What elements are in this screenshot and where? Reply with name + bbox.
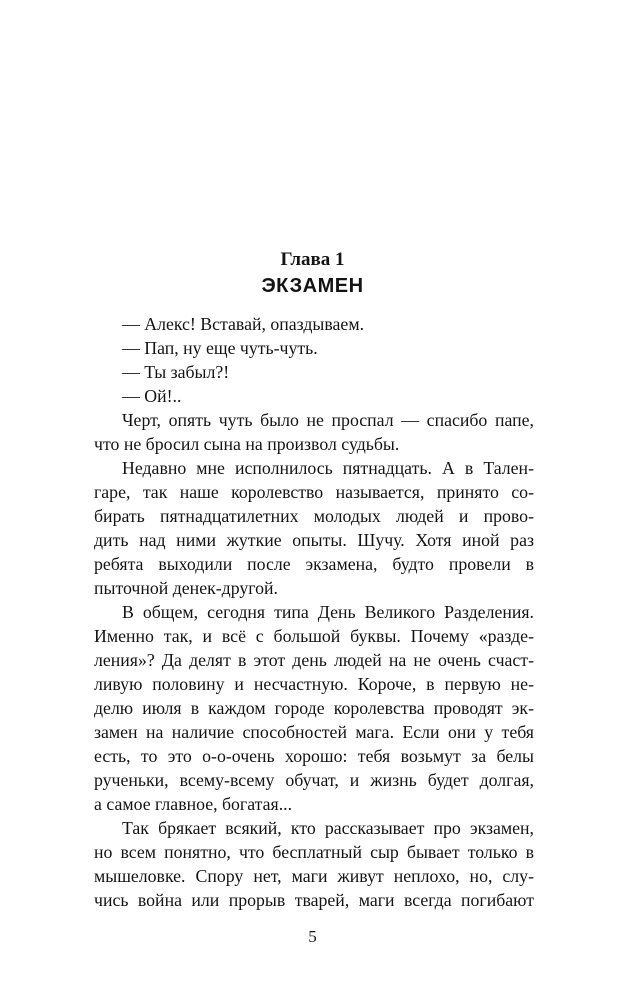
text-line: В общем, сегодня типа День Великого Разделения. (122, 602, 534, 622)
chapter-body-text (94, 312, 534, 912)
dialogue-line: — Алекс! Вставай, опаздываем. (122, 314, 365, 334)
text-line: есть, то это о-о-очень хорошо: тебя возьмут за белы (94, 746, 534, 766)
text-line: Черт, опять чуть было не проспал — спасибо папе, (122, 410, 534, 430)
chapter-title: ЭКЗАМЕН (261, 275, 364, 297)
text-line: рученьки, всему-всему обучат, и жизнь будет долгая, (94, 770, 534, 790)
text-line: замен на наличие способностей мага. Если они у тебя (94, 722, 534, 742)
text-line: ребята выходили после экзамена, будто провели в (94, 554, 534, 574)
text-line: дить над ними жуткие опыты. Шучу. Хотя иной раз (94, 530, 534, 550)
text-line: гаре, так наше королевство называется, принято со- (94, 482, 534, 502)
text-line: мышеловке. Спору нет, маги живут неплохо, но, слу- (94, 866, 534, 886)
text-line: Так брякает всякий, кто рассказывает про экзамен, (122, 818, 534, 838)
text-line: Именно так, и всё с большой буквы. Почему «разде- (94, 626, 534, 646)
text-line: делю июля в каждом городе королевства проводят эк- (94, 698, 534, 718)
text-line: ливую половину и несчастную. Короче, в первую не- (94, 674, 534, 694)
chapter-number: Глава 1 (280, 249, 345, 270)
dialogue-line: — Пап, ну еще чуть-чуть. (122, 338, 318, 358)
page-number: 5 (308, 927, 317, 946)
dialogue-line: — Ты забыл?! (122, 362, 230, 382)
text-line: чись война или прорыв тварей, маги всегда погибают (94, 890, 534, 910)
text-line: а самое главное, богатая... (94, 794, 293, 814)
text-line: но всем понятно, что бесплатный сыр бывает только в (94, 842, 534, 862)
dialogue-line: — Ой!.. (122, 386, 182, 406)
text-line: Недавно мне исполнилось пятнадцать. А в Тален- (122, 458, 534, 478)
text-line: пыточной денек-другой. (94, 578, 278, 598)
text-line: ления»? Да делят в этот день людей на не очень счаст- (94, 650, 534, 670)
text-line: бирать пятнадцатилетних молодых людей и прово- (94, 506, 534, 526)
text-line: что не бросил сына на произвол судьбы. (94, 434, 400, 454)
